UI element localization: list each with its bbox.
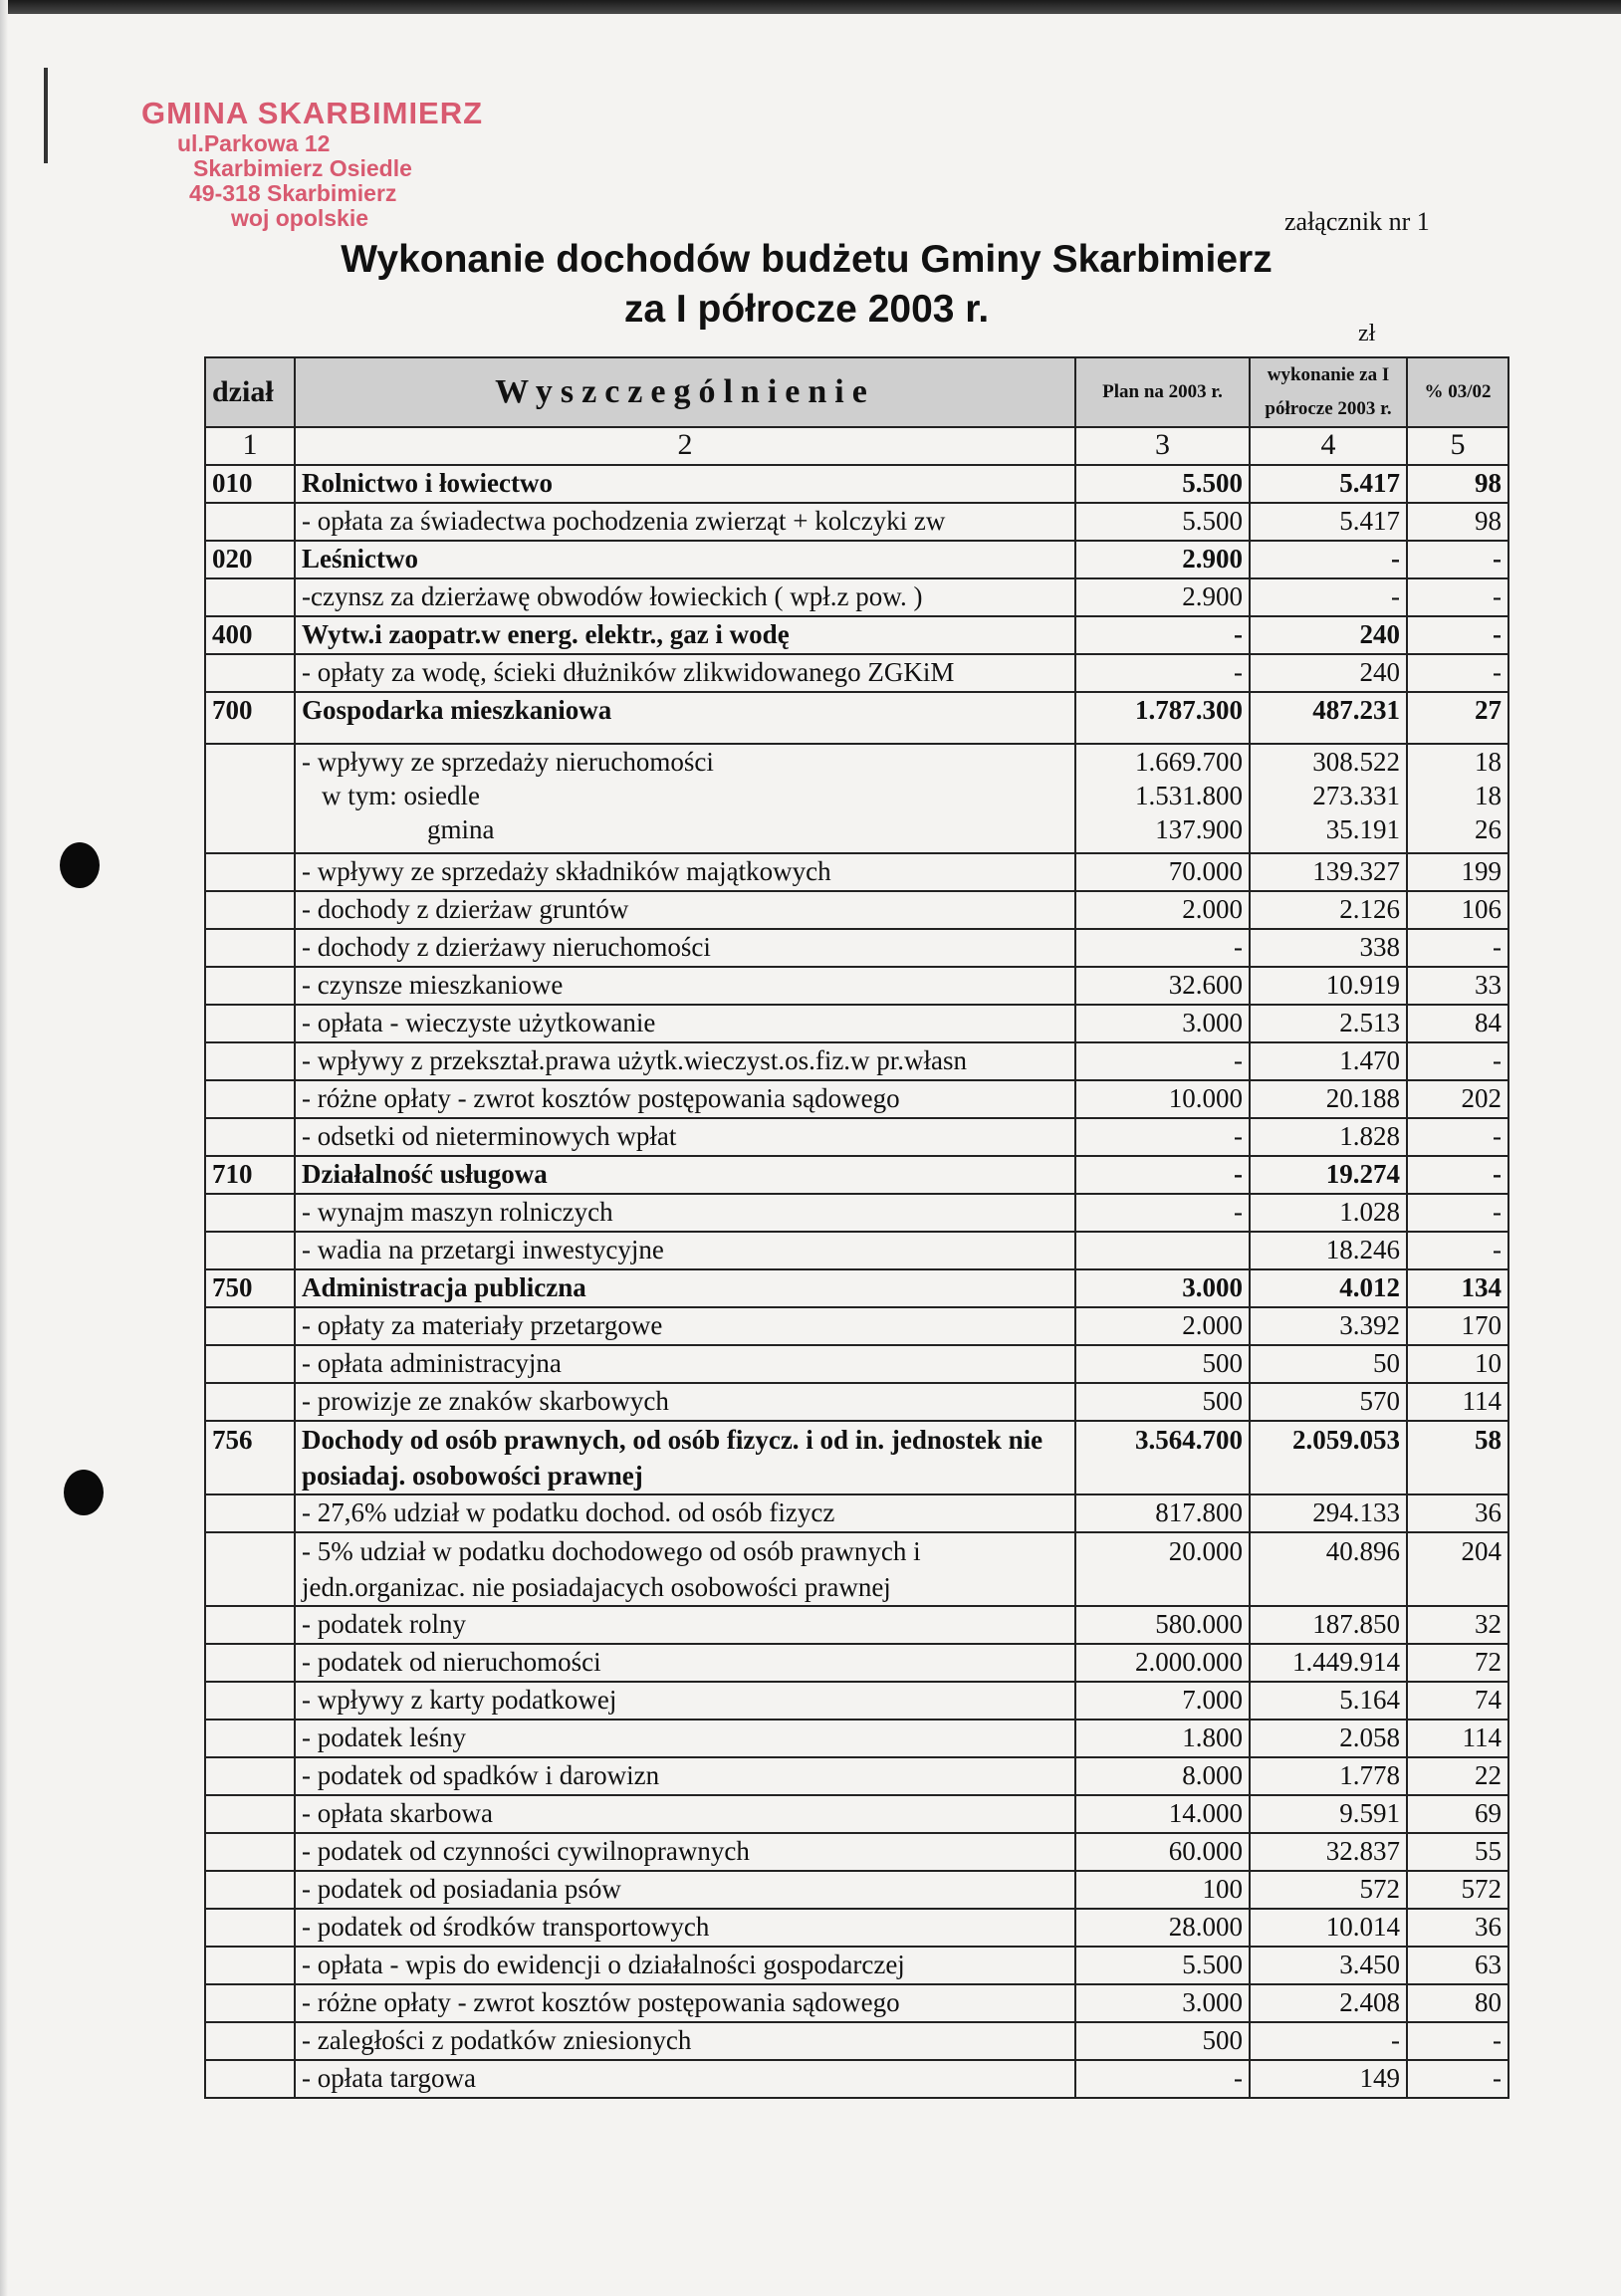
- cell-description: - podatek od posiadania psów: [295, 1871, 1075, 1909]
- cell-line: - wpływy ze sprzedaży nieruchomości: [302, 747, 714, 777]
- cell-percent: -: [1407, 616, 1508, 654]
- section-row: [205, 1421, 1508, 1494]
- cell-description: Administracja publiczna: [295, 1269, 1075, 1307]
- cell-plan: -: [1075, 654, 1250, 692]
- cell-percent: -: [1407, 541, 1508, 578]
- cell-percent: 572: [1407, 1871, 1508, 1909]
- cell-execution: 139.327: [1250, 853, 1407, 891]
- cell-description: Gospodarka mieszkaniowa: [295, 692, 1075, 744]
- cell-execution: -: [1250, 541, 1407, 578]
- cell-execution: 1.828: [1250, 1118, 1407, 1156]
- cell-description: - opłaty za wodę, ścieki dłużników zlikwidowanego ZGKiM: [295, 654, 1075, 692]
- table-row: [205, 1606, 1508, 1644]
- cell-dzial: [205, 744, 295, 853]
- cell-description: - opłata - wieczyste użytkowanie: [295, 1005, 1075, 1042]
- cell-execution: 5.417: [1250, 503, 1407, 541]
- cell-dzial: [205, 929, 295, 967]
- cell-plan: 500: [1075, 2022, 1250, 2060]
- cell-dzial: [205, 1720, 295, 1757]
- cell-execution: 3.392: [1250, 1307, 1407, 1345]
- table-row: [205, 891, 1508, 929]
- cell-plan: 1.800: [1075, 1720, 1250, 1757]
- cell-description: - opłata za świadectwa pochodzenia zwierząt + kolczyki zw: [295, 503, 1075, 541]
- cell-execution: 1.449.914: [1250, 1644, 1407, 1682]
- cell-execution: 2.058: [1250, 1720, 1407, 1757]
- cell-dzial: 700: [205, 692, 295, 744]
- cell-description: - podatek od środków transportowych: [295, 1909, 1075, 1947]
- cell-plan: 817.800: [1075, 1494, 1250, 1532]
- cell-line: 308.522: [1312, 747, 1400, 777]
- title-line-2: za I półrocze 2003 r.: [623, 288, 990, 331]
- cell-plan: 8.000: [1075, 1757, 1250, 1795]
- cell-description: -czynsz za dzierżawę obwodów łowieckich ( wpł.z pow. ): [295, 578, 1075, 616]
- cell-plan: 100: [1075, 1871, 1250, 1909]
- cell-subline: 18: [1475, 781, 1502, 810]
- cell-description: - podatek od czynności cywilnoprawnych: [295, 1833, 1075, 1871]
- cell-description: - opłata skarbowa: [295, 1795, 1075, 1833]
- cell-execution: 40.896: [1250, 1532, 1407, 1606]
- cell-percent: 134: [1407, 1269, 1508, 1307]
- cell-execution: 338: [1250, 929, 1407, 967]
- cell-description: - podatek od nieruchomości: [295, 1644, 1075, 1682]
- cell-execution: 2.059.053: [1250, 1421, 1407, 1494]
- cell-plan: 5.500: [1075, 465, 1250, 503]
- section-row: [205, 465, 1508, 503]
- cell-dzial: [205, 1909, 295, 1947]
- stamp-line: 49-318 Skarbimierz: [189, 180, 397, 206]
- cell-plan: -: [1075, 1156, 1250, 1194]
- table-row: [205, 1757, 1508, 1795]
- cell-execution: 18.246: [1250, 1232, 1407, 1269]
- currency-unit: zł: [1358, 321, 1376, 346]
- cell-plan: 60.000: [1075, 1833, 1250, 1871]
- cell-dzial: 010: [205, 465, 295, 503]
- cell-execution: 10.919: [1250, 967, 1407, 1005]
- cell-dzial: [205, 1307, 295, 1345]
- cell-description: - wpływy z karty podatkowej: [295, 1682, 1075, 1720]
- cell-description: - 5% udział w podatku dochodowego od osób prawnych i jedn.organizac. nie posiadajacych osobowości prawnej: [295, 1532, 1075, 1606]
- cell-description: Leśnictwo: [295, 541, 1075, 578]
- cell-plan: -: [1075, 1118, 1250, 1156]
- cell-percent: 199: [1407, 853, 1508, 891]
- cell-dzial: [205, 1532, 295, 1606]
- cell-line: 1.669.700: [1135, 747, 1243, 777]
- cell-execution: 32.837: [1250, 1833, 1407, 1871]
- cell-percent: 33: [1407, 967, 1508, 1005]
- cell-description: - opłata - wpis do ewidencji o działalności gospodarczej: [295, 1947, 1075, 1984]
- cell-description: - 27,6% udział w podatku dochod. od osób fizycz: [295, 1494, 1075, 1532]
- table-row: [205, 744, 1508, 853]
- cell-description: - wynajm maszyn rolniczych: [295, 1194, 1075, 1232]
- cell-percent: 170: [1407, 1307, 1508, 1345]
- cell-dzial: [205, 967, 295, 1005]
- header-dzial: dział: [205, 357, 295, 427]
- table-row: [205, 1494, 1508, 1532]
- cell-dzial: [205, 853, 295, 891]
- table-header-row: [205, 357, 1508, 427]
- cell-dzial: [205, 1795, 295, 1833]
- cell-execution: 240: [1250, 616, 1407, 654]
- cell-plan: -: [1075, 1042, 1250, 1080]
- table-row: [205, 1984, 1508, 2022]
- table-row: [205, 1383, 1508, 1421]
- cell-percent: 10: [1407, 1345, 1508, 1383]
- cell-plan: 2.000: [1075, 1307, 1250, 1345]
- table-row: [205, 967, 1508, 1005]
- cell-plan: -: [1075, 2060, 1250, 2098]
- table-row: [205, 1720, 1508, 1757]
- cell-dzial: [205, 1345, 295, 1383]
- cell-dzial: [205, 1947, 295, 1984]
- section-row: [205, 1269, 1508, 1307]
- cell-execution: 9.591: [1250, 1795, 1407, 1833]
- cell-plan: 2.000: [1075, 891, 1250, 929]
- cell-percent: 98: [1407, 465, 1508, 503]
- cell-percent: -: [1407, 1118, 1508, 1156]
- cell-dzial: 710: [205, 1156, 295, 1194]
- cell-plan: -: [1075, 929, 1250, 967]
- header-execution: wykonanie za I półrocze 2003 r.: [1250, 357, 1407, 427]
- cell-dzial: [205, 503, 295, 541]
- cell-execution: 5.417: [1250, 465, 1407, 503]
- cell-execution: 294.133: [1250, 1494, 1407, 1532]
- cell-dzial: [205, 1606, 295, 1644]
- cell-plan: 7.000: [1075, 1682, 1250, 1720]
- cell-execution: 10.014: [1250, 1909, 1407, 1947]
- stamp-line: ul.Parkowa 12: [177, 130, 331, 156]
- cell-description: Wytw.i zaopatr.w energ. elektr., gaz i wodę: [295, 616, 1075, 654]
- table-row: [205, 929, 1508, 967]
- stamp-line: GMINA SKARBIMIERZ: [141, 96, 484, 130]
- cell-plan: -: [1075, 1194, 1250, 1232]
- table-row: [205, 1947, 1508, 1984]
- cell-execution: 2.513: [1250, 1005, 1407, 1042]
- cell-execution: 1.470: [1250, 1042, 1407, 1080]
- cell-execution: 20.188: [1250, 1080, 1407, 1118]
- header-description: Wyszczególnienie: [295, 357, 1075, 427]
- cell-description: - opłata administracyjna: [295, 1345, 1075, 1383]
- cell-description: - wadia na przetargi inwestycyjne: [295, 1232, 1075, 1269]
- cell-plan: 14.000: [1075, 1795, 1250, 1833]
- cell-dzial: [205, 2060, 295, 2098]
- cell-description: - opłata targowa: [295, 2060, 1075, 2098]
- column-number: 2: [295, 427, 1075, 465]
- section-row: [205, 616, 1508, 654]
- cell-dzial: [205, 1383, 295, 1421]
- header-plan: Plan na 2003 r.: [1075, 357, 1250, 427]
- column-number: 3: [1075, 427, 1250, 465]
- cell-plan: 10.000: [1075, 1080, 1250, 1118]
- table-row: [205, 1795, 1508, 1833]
- table-row: [205, 1080, 1508, 1118]
- cell-description: - opłaty za materiały przetargowe: [295, 1307, 1075, 1345]
- margin-mark: [44, 68, 48, 163]
- cell-percent: 27: [1407, 692, 1508, 744]
- cell-dzial: [205, 1871, 295, 1909]
- cell-execution: -: [1250, 578, 1407, 616]
- cell-dzial: [205, 1984, 295, 2022]
- cell-plan: 70.000: [1075, 853, 1250, 891]
- cell-plan: 3.000: [1075, 1005, 1250, 1042]
- header-percent: % 03/02: [1407, 357, 1508, 427]
- cell-dzial: [205, 1194, 295, 1232]
- cell-description: - różne opłaty - zwrot kosztów postępowania sądowego: [295, 1080, 1075, 1118]
- cell-percent: 72: [1407, 1644, 1508, 1682]
- table-row: [205, 578, 1508, 616]
- table-row: [205, 1194, 1508, 1232]
- cell-description: [295, 744, 1075, 853]
- cell-execution: 3.450: [1250, 1947, 1407, 1984]
- cell-dzial: 400: [205, 616, 295, 654]
- cell-percent: 22: [1407, 1757, 1508, 1795]
- cell-execution: 487.231: [1250, 692, 1407, 744]
- punch-hole: [64, 1470, 104, 1515]
- cell-dzial: [205, 1080, 295, 1118]
- cell-plan: 3.564.700: [1075, 1421, 1250, 1494]
- scanner-top-edge: [0, 0, 1621, 14]
- cell-dzial: [205, 1042, 295, 1080]
- cell-percent: -: [1407, 1156, 1508, 1194]
- cell-percent: -: [1407, 1042, 1508, 1080]
- table-row: [205, 1042, 1508, 1080]
- cell-dzial: [205, 1682, 295, 1720]
- table-row: [205, 1005, 1508, 1042]
- cell-dzial: [205, 578, 295, 616]
- cell-subline: 273.331: [1312, 781, 1400, 810]
- section-row: [205, 541, 1508, 578]
- table-row: [205, 1307, 1508, 1345]
- cell-dzial: [205, 891, 295, 929]
- cell-description: - wpływy z przekształ.prawa użytk.wieczyst.os.fiz.w pr.własn: [295, 1042, 1075, 1080]
- table-row: [205, 503, 1508, 541]
- cell-execution: 19.274: [1250, 1156, 1407, 1194]
- cell-plan: 500: [1075, 1383, 1250, 1421]
- cell-percent: 98: [1407, 503, 1508, 541]
- cell-description: - zaległości z podatków zniesionych: [295, 2022, 1075, 2060]
- cell-plan: 2.900: [1075, 578, 1250, 616]
- cell-dzial: [205, 1494, 295, 1532]
- table-row: [205, 853, 1508, 891]
- table-row: [205, 654, 1508, 692]
- cell-description: Rolnictwo i łowiectwo: [295, 465, 1075, 503]
- cell-plan: 3.000: [1075, 1269, 1250, 1307]
- table-row: [205, 1532, 1508, 1606]
- cell-plan: 3.000: [1075, 1984, 1250, 2022]
- cell-percent: 58: [1407, 1421, 1508, 1494]
- cell-description: - odsetki od nieterminowych wpłat: [295, 1118, 1075, 1156]
- cell-percent: 36: [1407, 1909, 1508, 1947]
- column-number: 4: [1250, 427, 1407, 465]
- cell-dzial: 756: [205, 1421, 295, 1494]
- table-body: [205, 465, 1508, 2098]
- cell-description: - czynsze mieszkaniowe: [295, 967, 1075, 1005]
- cell-plan: [1075, 744, 1250, 853]
- cell-description: Działalność usługowa: [295, 1156, 1075, 1194]
- cell-execution: 1.028: [1250, 1194, 1407, 1232]
- cell-execution: 570: [1250, 1383, 1407, 1421]
- cell-description: - prowizje ze znaków skarbowych: [295, 1383, 1075, 1421]
- cell-dzial: [205, 1232, 295, 1269]
- cell-subline: 137.900: [1155, 814, 1243, 844]
- cell-percent: -: [1407, 929, 1508, 967]
- cell-execution: 2.408: [1250, 1984, 1407, 2022]
- cell-plan: [1075, 1232, 1250, 1269]
- cell-percent: -: [1407, 654, 1508, 692]
- stamp-line: woj opolskie: [231, 205, 369, 231]
- cell-percent: -: [1407, 2060, 1508, 2098]
- cell-description: - dochody z dzierżawy nieruchomości: [295, 929, 1075, 967]
- cell-line: 18: [1475, 747, 1502, 777]
- municipality-stamp: [119, 96, 538, 231]
- document-title: [319, 235, 1294, 335]
- table-row: [205, 2060, 1508, 2098]
- cell-plan: -: [1075, 616, 1250, 654]
- cell-execution: 572: [1250, 1871, 1407, 1909]
- cell-subline: gmina: [427, 814, 495, 844]
- table-row: [205, 1232, 1508, 1269]
- cell-plan: 580.000: [1075, 1606, 1250, 1644]
- cell-dzial: [205, 2022, 295, 2060]
- cell-execution: [1250, 744, 1407, 853]
- cell-percent: -: [1407, 2022, 1508, 2060]
- cell-description: - podatek od spadków i darowizn: [295, 1757, 1075, 1795]
- cell-subline: w tym: osiedle: [322, 781, 480, 810]
- column-number: 1: [205, 427, 295, 465]
- punch-hole: [60, 842, 100, 888]
- cell-percent: 114: [1407, 1383, 1508, 1421]
- cell-description: - podatek leśny: [295, 1720, 1075, 1757]
- table-row: [205, 1644, 1508, 1682]
- cell-plan: 2.000.000: [1075, 1644, 1250, 1682]
- cell-plan: 20.000: [1075, 1532, 1250, 1606]
- cell-description: - różne opłaty - zwrot kosztów postępowania sądowego: [295, 1984, 1075, 2022]
- cell-percent: 32: [1407, 1606, 1508, 1644]
- cell-percent: 74: [1407, 1682, 1508, 1720]
- cell-percent: 69: [1407, 1795, 1508, 1833]
- cell-description: - dochody z dzierżaw gruntów: [295, 891, 1075, 929]
- table-row: [205, 2022, 1508, 2060]
- cell-percent: 80: [1407, 1984, 1508, 2022]
- cell-percent: -: [1407, 578, 1508, 616]
- cell-subline: 1.531.800: [1135, 781, 1243, 810]
- cell-dzial: [205, 1833, 295, 1871]
- table-row: [205, 1871, 1508, 1909]
- cell-plan: 5.500: [1075, 503, 1250, 541]
- cell-percent: 106: [1407, 891, 1508, 929]
- cell-dzial: [205, 1644, 295, 1682]
- cell-percent: -: [1407, 1232, 1508, 1269]
- cell-plan: 2.900: [1075, 541, 1250, 578]
- section-row: [205, 692, 1508, 744]
- cell-plan: 500: [1075, 1345, 1250, 1383]
- cell-dzial: 750: [205, 1269, 295, 1307]
- cell-percent: -: [1407, 1194, 1508, 1232]
- cell-execution: 240: [1250, 654, 1407, 692]
- table-row: [205, 1833, 1508, 1871]
- cell-subline: 26: [1475, 814, 1502, 844]
- table-row: [205, 1682, 1508, 1720]
- cell-plan: 28.000: [1075, 1909, 1250, 1947]
- scanner-left-edge: [0, 0, 8, 2296]
- cell-description: - wpływy ze sprzedaży składników majątkowych: [295, 853, 1075, 891]
- cell-execution: -: [1250, 2022, 1407, 2060]
- cell-percent: 36: [1407, 1494, 1508, 1532]
- budget-table: [204, 356, 1509, 2099]
- cell-percent: 202: [1407, 1080, 1508, 1118]
- cell-execution: 2.126: [1250, 891, 1407, 929]
- cell-subline: 35.191: [1325, 814, 1400, 844]
- cell-execution: 5.164: [1250, 1682, 1407, 1720]
- cell-execution: 187.850: [1250, 1606, 1407, 1644]
- cell-dzial: [205, 1118, 295, 1156]
- cell-plan: 5.500: [1075, 1947, 1250, 1984]
- attachment-label: załącznik nr 1: [1284, 207, 1430, 236]
- cell-percent: 55: [1407, 1833, 1508, 1871]
- table-row: [205, 1909, 1508, 1947]
- cell-dzial: [205, 1005, 295, 1042]
- cell-percent: 114: [1407, 1720, 1508, 1757]
- cell-execution: 4.012: [1250, 1269, 1407, 1307]
- cell-percent: [1407, 744, 1508, 853]
- stamp-line: Skarbimierz Osiedle: [193, 155, 412, 181]
- column-number: 5: [1407, 427, 1508, 465]
- cell-execution: 50: [1250, 1345, 1407, 1383]
- table-row: [205, 1345, 1508, 1383]
- cell-percent: 84: [1407, 1005, 1508, 1042]
- title-line-1: Wykonanie dochodów budżetu Gminy Skarbimierz: [341, 238, 1273, 281]
- section-row: [205, 1156, 1508, 1194]
- cell-execution: 1.778: [1250, 1757, 1407, 1795]
- cell-execution: 149: [1250, 2060, 1407, 2098]
- column-number-row: [205, 427, 1508, 465]
- cell-percent: 204: [1407, 1532, 1508, 1606]
- cell-dzial: 020: [205, 541, 295, 578]
- cell-plan: 1.787.300: [1075, 692, 1250, 744]
- cell-dzial: [205, 1757, 295, 1795]
- cell-percent: 63: [1407, 1947, 1508, 1984]
- table-row: [205, 1118, 1508, 1156]
- cell-description: - podatek rolny: [295, 1606, 1075, 1644]
- cell-description: Dochody od osób prawnych, od osób fizycz. i od in. jednostek nie posiadaj. osobowości prawnej: [295, 1421, 1075, 1494]
- cell-plan: 32.600: [1075, 967, 1250, 1005]
- cell-dzial: [205, 654, 295, 692]
